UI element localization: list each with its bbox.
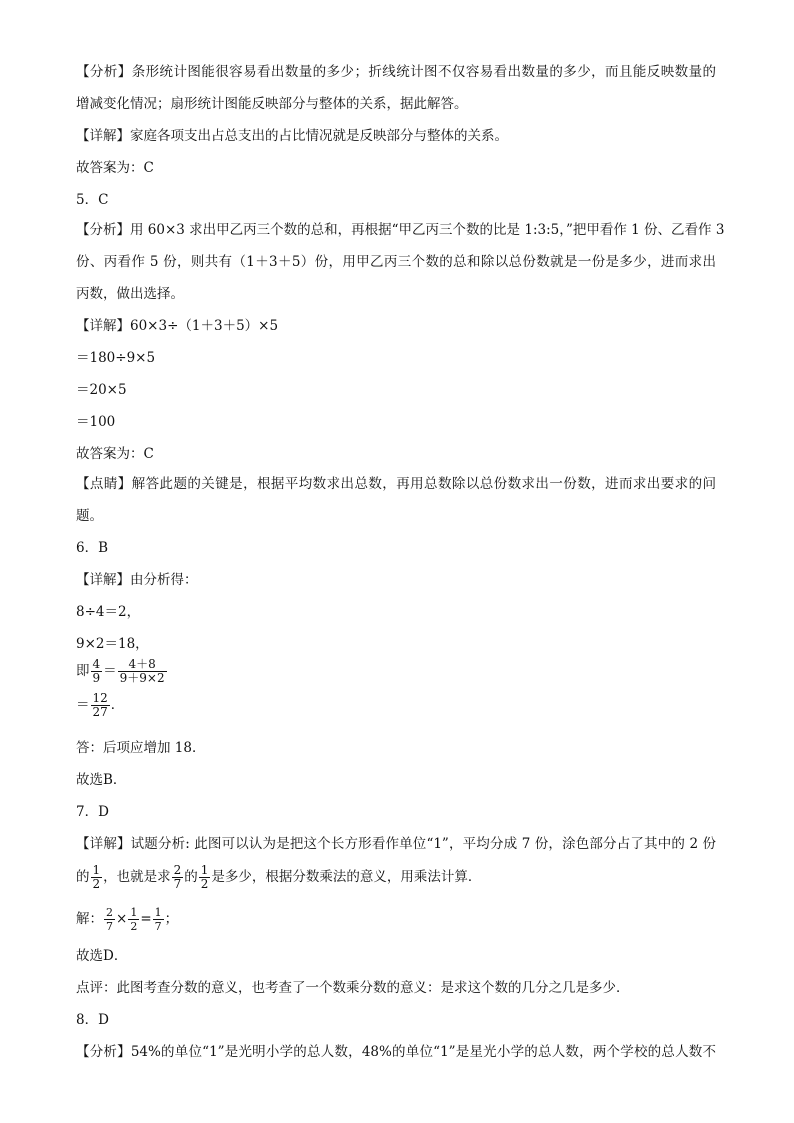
numerator: 1 xyxy=(200,863,209,877)
text-fragment: = xyxy=(140,911,152,927)
numerator: 2 xyxy=(106,906,113,919)
question-number: 7．D xyxy=(76,804,109,820)
text-line: ＝100 xyxy=(76,414,116,430)
text-line: ＝20×5 xyxy=(76,382,127,398)
text-line: 故答案为：C xyxy=(76,160,154,176)
text-fragment: 是多少，根据分数乘法的意义，用乘法计算． xyxy=(211,869,482,885)
text-fragment: 解： xyxy=(76,911,103,927)
text-fragment: ＝ xyxy=(76,697,90,713)
text-line: 点评：此图考查分数的意义，也考查了一个数乘分数的意义：是求这个数的几分之几是多少． xyxy=(76,980,630,996)
text-fragment: ＝ xyxy=(103,663,117,679)
numerator: 2 xyxy=(173,863,182,877)
denominator: 2 xyxy=(92,877,101,891)
text-fragment: ，也就是求 xyxy=(103,869,171,885)
text-line: 故选D． xyxy=(76,948,128,964)
fraction xyxy=(128,906,139,933)
fraction xyxy=(91,864,103,891)
denominator: 7 xyxy=(173,877,182,891)
text-fragment: ； xyxy=(164,911,179,927)
denominator: 2 xyxy=(130,920,138,933)
text-line: 【点睛】解答此题的关键是，根据平均数求出总数，再用总数除以总份数求出一份数，进而求出要求的问 xyxy=(76,476,716,492)
text-line: 【详解】试题分析: 此图可以认为是把这个长方形看作单位“1”，平均分成 7 份，涂色部分占了其中的 2 份 xyxy=(76,836,716,852)
math-line xyxy=(76,904,716,934)
text-line: 故答案为：C xyxy=(76,446,154,462)
text-line: 题。 xyxy=(76,508,103,524)
text-line: 8÷4＝2， xyxy=(76,604,141,620)
numerator: 12 xyxy=(92,691,108,705)
fraction xyxy=(118,658,167,685)
text-line: 【分析】54%的单位“1”是光明小学的总人数，48%的单位“1”是星光小学的总人数，两个学校的总人数不 xyxy=(76,1044,716,1060)
text-line: ＝180÷9×5 xyxy=(76,350,156,366)
denominator: 7 xyxy=(106,920,113,933)
text-fragment: ． xyxy=(110,697,125,713)
question-number: 6．B xyxy=(76,540,109,556)
fraction xyxy=(104,906,115,933)
text-line: 故选B． xyxy=(76,772,127,788)
text-line: 丙数，做出选择。 xyxy=(76,286,184,302)
text-fragment: 的 xyxy=(184,869,198,885)
fraction xyxy=(91,692,110,719)
text-line: 【分析】条形统计图能很容易看出数量的多少；折线统计图不仅容易看出数量的多少，而且能反映数量的 xyxy=(76,64,716,80)
question-number: 8．D xyxy=(76,1012,109,1028)
text-line: 答：后项应增加 18． xyxy=(76,740,206,756)
numerator: 4＋8 xyxy=(128,657,156,671)
fraction xyxy=(153,906,164,933)
denominator: 27 xyxy=(92,705,108,719)
numerator: 1 xyxy=(92,863,101,877)
text-fragment: 的 xyxy=(76,869,90,885)
denominator: 9＋9×2 xyxy=(119,671,165,685)
fraction xyxy=(172,864,184,891)
text-line: 9×2＝18， xyxy=(76,636,149,652)
math-line xyxy=(76,862,716,892)
fraction xyxy=(91,658,103,685)
text-line: 增减变化情况；扇形统计图能反映部分与整体的关系，据此解答。 xyxy=(76,96,468,112)
text-line: 【详解】由分析得： xyxy=(76,572,198,588)
math-line xyxy=(76,690,716,720)
denominator: 7 xyxy=(154,920,162,933)
text-line: 【详解】60×3÷（1＋3＋5）×5 xyxy=(76,318,279,334)
text-line: 【分析】用 60×3 求出甲乙丙三个数的总和，再根据“甲乙丙三个数的比是 1:3:5，”把甲看作 1 份、乙看作 3 xyxy=(76,222,725,238)
denominator: 9 xyxy=(92,671,101,685)
text-fragment: 即 xyxy=(76,663,90,679)
question-number: 5．C xyxy=(76,192,109,208)
text-line: 【详解】家庭各项支出占总支出的占比情况就是反映部分与整体的关系。 xyxy=(76,128,508,144)
text-fragment: × xyxy=(116,911,128,927)
denominator: 2 xyxy=(200,877,209,891)
numerator: 1 xyxy=(130,906,138,919)
numerator: 1 xyxy=(154,906,162,919)
numerator: 4 xyxy=(92,657,101,671)
fraction xyxy=(199,864,211,891)
text-line: 份、丙看作 5 份，则共有（1＋3＋5）份，用甲乙丙三个数的总和除以总份数就是一份是多少，进而求出 xyxy=(76,254,716,270)
math-line xyxy=(76,656,716,686)
